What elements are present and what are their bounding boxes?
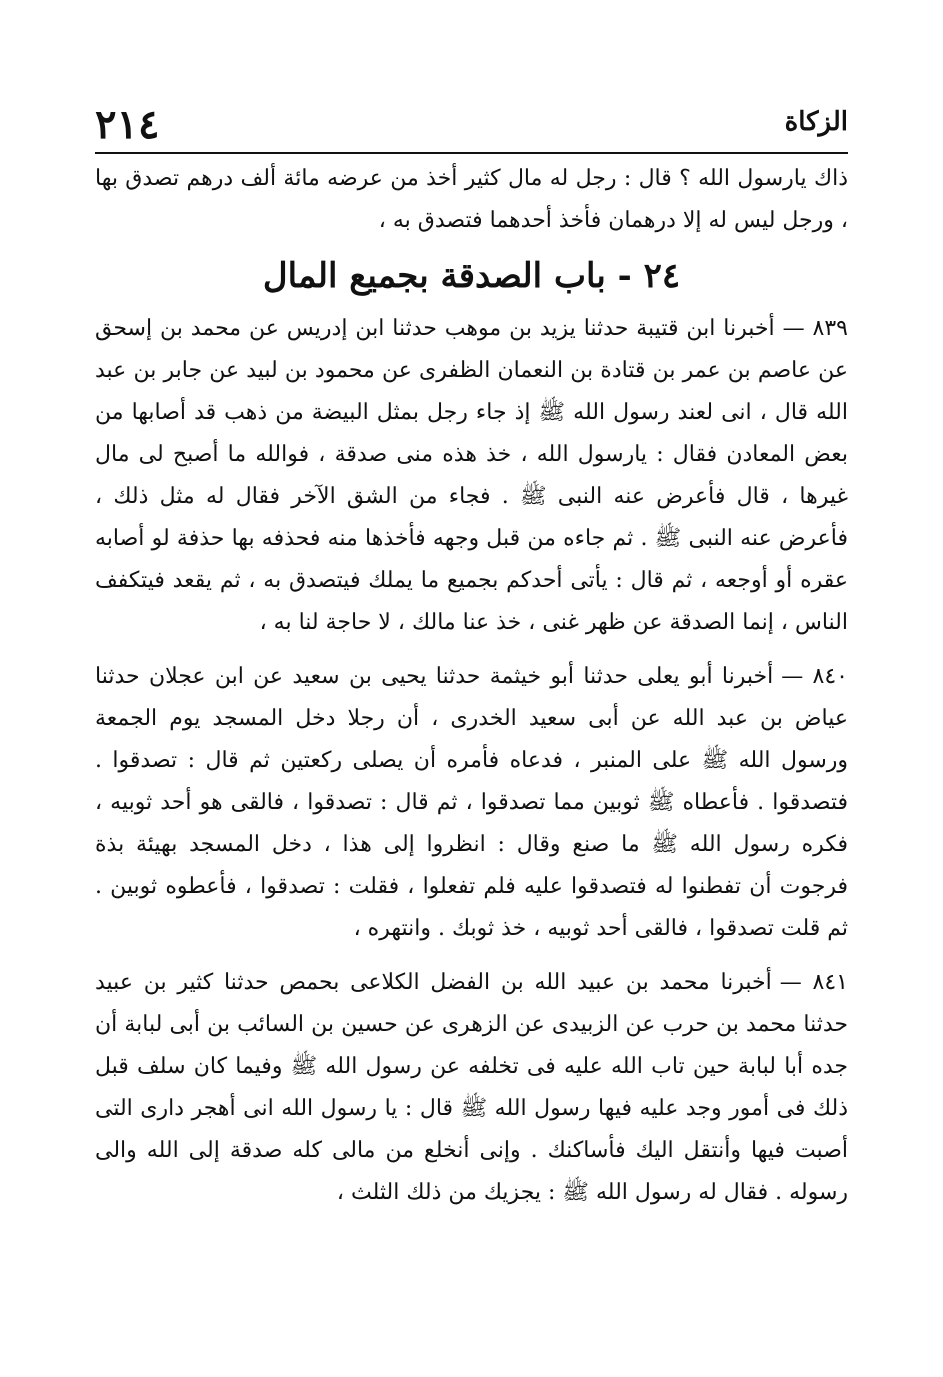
hadith-839 [95,308,848,644]
page-header [95,95,848,151]
hadith-text: أخبرنا أبو يعلى حدثنا أبو خيثمة حدثنا يحيى بن سعيد عن ابن عجلان حدثنا عياض بن عبد الله عن أبى سعيد الخدرى ، أن رجلا دخل المسجد يوم الجمعة ورسول الله ﷺ على المنبر ، فدعاه فأمره أن يصلى ركعتين ثم قال : تصدقوا . فتصدقوا . فأعطاه ﷺ ثوبين مما تصدقوا ، ثم قال : تصدقوا ، فالقى هو أحد ثوبيه ، فكره رسول الله ﷺ ما صنع وقال : انظروا إلى هذا ، دخل المسجد بهيئة بذة فرجوت أن تفطنوا له فتصدقوا عليه فلم تفعلوا ، فقلت : تصدقوا ، فأعطوه ثوبين . ثم قلت تصدقوا ، فالقى أحد ثوبيه ، خذ ثوبك . وانتهره ، [95,664,848,941]
running-title: الزكاة [784,107,848,137]
hadith-text: أخبرنا ابن قتيبة حدثنا يزيد بن موهب حدثنا ابن إدريس عن محمد بن إسحق عن عاصم بن عمر بن قتادة بن النعمان الظفرى عن محمود بن لبيد عن جابر بن عبد الله قال ، انى لعند رسول الله ﷺ إذ جاء رجل بمثل البيضة من ذهب قد أصابها من بعض المعادن فقال : يارسول الله ، خذ هذه منى صدقة ، فوالله ما أصبح لى مال غيرها ، قال فأعرض عنه النبى ﷺ . فجاء من الشق الآخر فقال له مثل ذلك ، فأعرض عنه النبى ﷺ . ثم جاءه من قبل وجهه فأخذها منه فحذفه بها حذفة لو أصابه عقره أو أوجعه ، ثم قال : يأتى أحدكم بجميع ما يملك فيتصدق به ، ثم يقعد فيتكفف الناس ، إنما الصدقة عن ظهر غنى ، خذ عنا مالك ، لا حاجة لنا به ، [95,316,848,635]
hadith-number: ٨٤١ — [779,970,848,995]
hadith-840 [95,656,848,950]
continued-paragraph: ذاك يارسول الله ؟ قال : رجل له مال كثير أخذ من عرضه مائة ألف درهم تصدق بها ، ورجل ليس له إلا درهمان فأخذ أحدهما فتصدق به ، [95,166,848,233]
page-number: ٢١٤ [95,101,160,148]
hadith-841 [95,962,848,1214]
section-heading: ٢٤ - باب الصدقة بجميع المال [262,256,681,296]
hadith-number: ٨٤٠ — [781,664,848,689]
page-body [95,158,848,1226]
hadith-number: ٨٣٩ — [782,316,848,341]
hadith-text: أخبرنا محمد بن عبيد الله بن الفضل الكلاعى بحمص حدثنا كثير بن عبيد حدثنا محمد بن حرب عن الزبيدى عن الزهرى عن حسين بن السائب بن أبى لبابة أن جده أبا لبابة حين تاب الله عليه فى تخلفه عن رسول الله ﷺ وفيما كان سلف قبل ذلك فى أمور وجد عليه فيها رسول الله ﷺ قال : يا رسول الله انى أهجر دارى التى أصبت فيها وأنتقل اليك فأساكنك . وإنى أنخلع من مالى كله صدقة إلى الله والى رسوله . فقال له رسول الله ﷺ : يجزيك من ذلك الثلث ، [95,970,848,1205]
header-rule [95,152,848,154]
